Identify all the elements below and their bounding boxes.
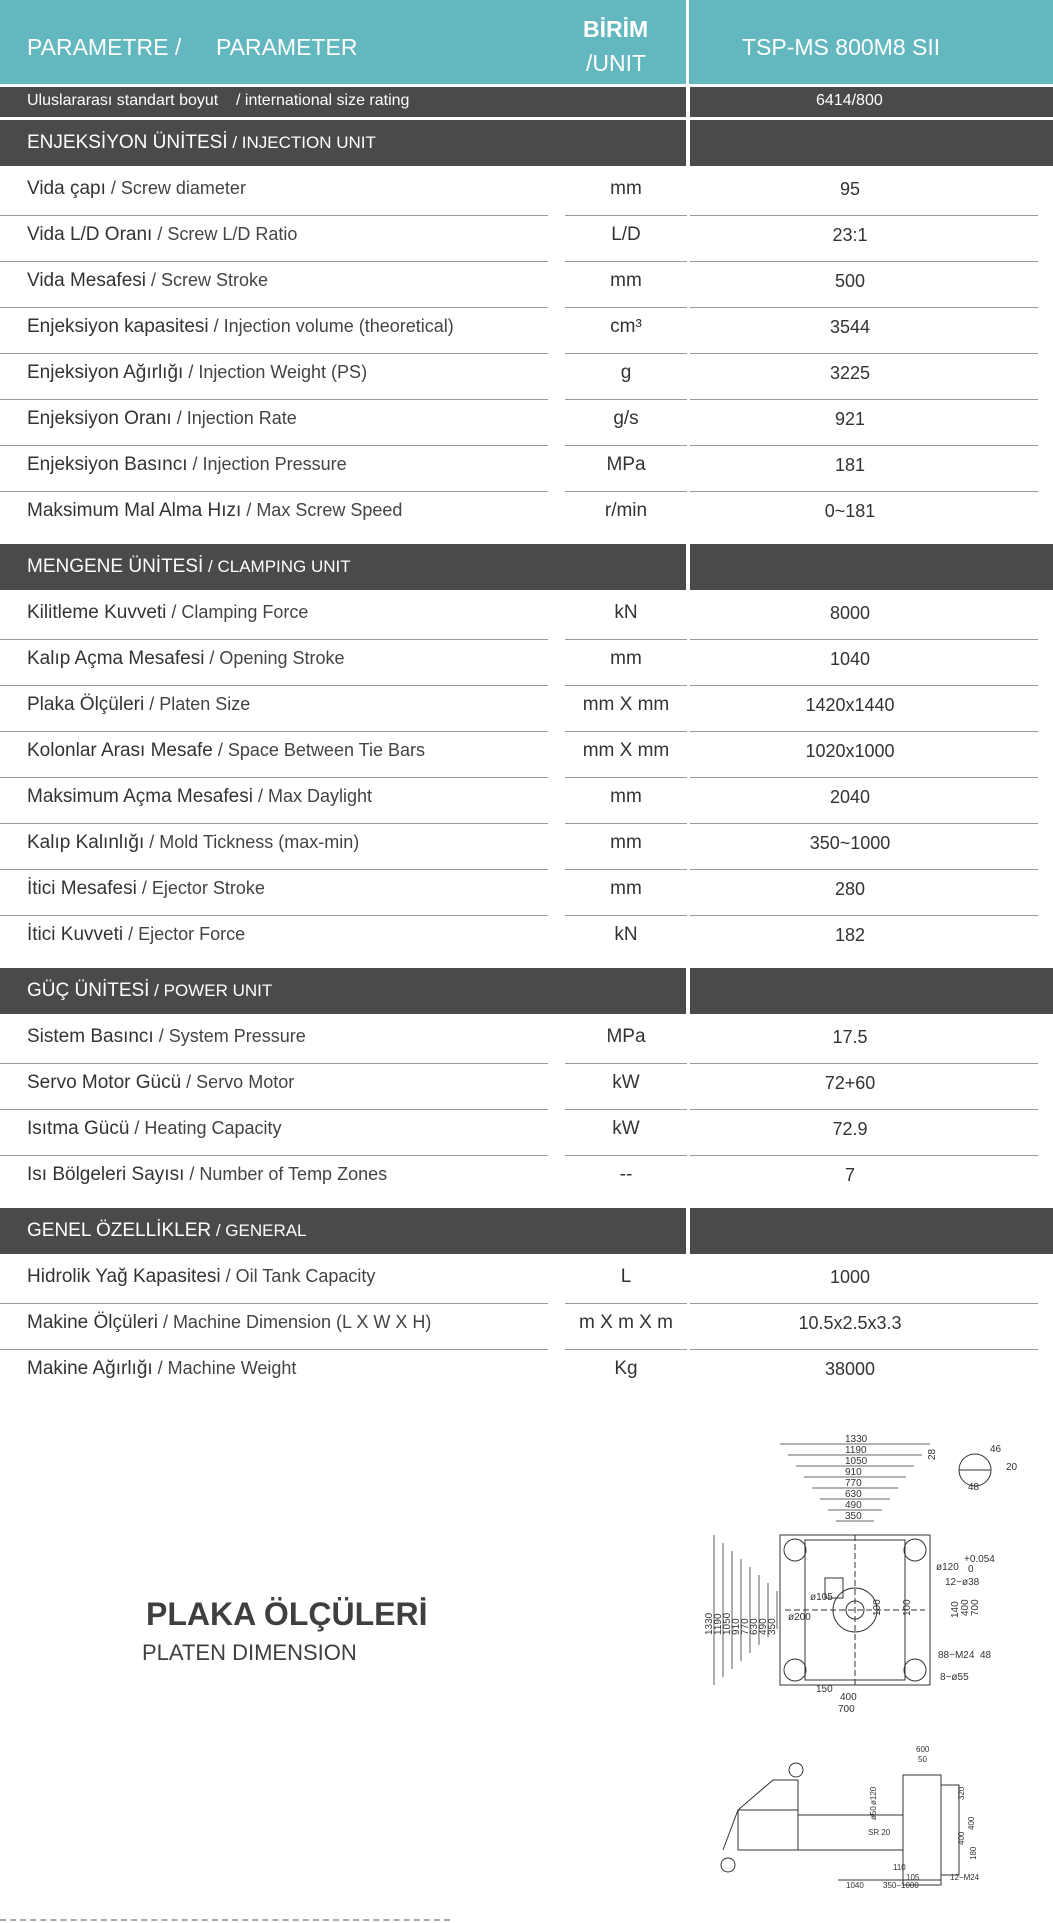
platen-dim-left: 490	[758, 1618, 769, 1635]
row-label	[27, 408, 297, 430]
platen-callout: 48	[980, 1650, 992, 1661]
platen-dim-left: 1190	[713, 1613, 724, 1635]
row-label-tr: Enjeksiyon Ağırlığı	[27, 362, 184, 383]
row-value: 1020x1000	[805, 741, 895, 761]
table-row	[0, 1304, 1053, 1350]
row-label-tr: Kolonlar Arası Mesafe	[27, 740, 213, 761]
platen-dim-left: 350	[767, 1618, 778, 1635]
platen-callout: 0	[968, 1564, 974, 1575]
platen-callout: 46	[990, 1444, 1002, 1455]
row-label	[27, 1358, 296, 1380]
row-label-tr: Maksimum Açma Mesafesi	[27, 786, 253, 807]
table-row	[0, 400, 1053, 446]
row-value: 0~181	[824, 501, 876, 521]
platen-front-diagram	[700, 1430, 1030, 1720]
section-header-cell	[690, 544, 1053, 590]
row-label-tr: Makine Ağırlığı	[27, 1358, 153, 1379]
row-unit: kN	[614, 602, 638, 623]
row-unit: mm	[610, 648, 642, 669]
row-label-en: / Servo Motor	[181, 1072, 295, 1092]
platen-callout: ø105	[810, 1592, 833, 1603]
row-value: 7	[844, 1165, 855, 1185]
table-row	[0, 870, 1053, 916]
row-label-en: / Heating Capacity	[129, 1118, 282, 1138]
row-unit: kW	[612, 1118, 640, 1139]
table-row	[0, 732, 1053, 778]
platen-side-label: ø120	[869, 1786, 878, 1805]
row-label	[27, 786, 372, 808]
rating-label-en: / international size rating	[236, 92, 410, 109]
section-title-tr: MENGENE ÜNİTESİ	[27, 556, 204, 577]
platen-side-label: 180	[969, 1846, 978, 1860]
table-row	[0, 1110, 1053, 1156]
row-unit: m X m X m	[579, 1312, 673, 1333]
footer-dashed-line	[0, 1919, 450, 1921]
platen-side-label: 12−M24	[950, 1873, 980, 1882]
row-label-tr: Vida Mesafesi	[27, 270, 146, 291]
section-header	[0, 120, 686, 166]
row-label	[27, 178, 246, 200]
row-value: 8000	[829, 603, 871, 623]
row-label	[27, 1026, 306, 1048]
section-header-cell	[690, 120, 1053, 166]
row-label-tr: Isıtma Gücü	[27, 1118, 130, 1139]
section-title-en: / CLAMPING UNIT	[203, 557, 351, 576]
platen-callout: 28	[927, 1448, 938, 1460]
row-label-tr: Kilitleme Kuvveti	[27, 602, 167, 623]
table-row	[0, 778, 1053, 824]
row-value: 3544	[829, 317, 871, 337]
row-label-en: / Injection Weight (PS)	[183, 362, 368, 382]
table-row	[0, 1350, 1053, 1396]
row-unit: mm X mm	[582, 694, 670, 715]
section-header-cell	[690, 1208, 1053, 1254]
platen-side-label: 1040	[846, 1881, 864, 1890]
header-unit-tr: BİRİM	[583, 16, 649, 42]
row-unit: L	[620, 1266, 632, 1287]
row-label-en: / Injection Pressure	[187, 454, 347, 474]
row-label	[27, 1164, 387, 1186]
platen-callout: 700	[970, 1599, 981, 1616]
platen-dim-top: 1330	[845, 1434, 868, 1445]
row-label	[27, 362, 367, 384]
rating-value: 6414/800	[816, 92, 883, 109]
row-label	[27, 694, 250, 716]
row-label-en: / Max Daylight	[252, 786, 372, 806]
row-label-en: / Space Between Tie Bars	[212, 740, 425, 760]
row-value: 350~1000	[809, 833, 891, 853]
row-label-en: / Screw Stroke	[146, 270, 269, 290]
row-label-en: / Mold Tickness (max-min)	[144, 832, 360, 852]
row-label-tr: Sistem Basıncı	[27, 1026, 154, 1047]
platen-side-label: SR 20	[868, 1828, 891, 1837]
section-title-tr: GÜÇ ÜNİTESİ	[27, 980, 150, 1001]
row-label	[27, 924, 245, 946]
row-label-tr: İtici Kuvveti	[27, 924, 124, 945]
row-value: 17.5	[832, 1027, 868, 1047]
row-label-en: / Machine Weight	[152, 1358, 297, 1378]
platen-dim-left: 1330	[704, 1612, 715, 1635]
row-label-tr: Enjeksiyon Basıncı	[27, 454, 188, 475]
header-divider-1	[686, 0, 689, 84]
row-value: 181	[834, 455, 866, 475]
table-row	[0, 916, 1053, 962]
platen-side-label: 320	[957, 1786, 966, 1800]
row-label	[27, 270, 268, 292]
row-value: 10.5x2.5x3.3	[798, 1313, 902, 1333]
platen-callout: ø200	[788, 1612, 811, 1623]
section-title-tr: GENEL ÖZELLİKLER	[27, 1220, 212, 1241]
row-label-tr: Maksimum Mal Alma Hızı	[27, 500, 242, 521]
platen-dim-top: 1190	[845, 1445, 867, 1456]
row-label	[27, 878, 265, 900]
section-header	[0, 544, 686, 590]
row-label	[27, 648, 345, 670]
row-value: 3225	[829, 363, 871, 383]
platen-side-label: 105	[906, 1873, 920, 1882]
row-unit: --	[619, 1164, 633, 1185]
table-row	[0, 446, 1053, 492]
section-title-en: / POWER UNIT	[149, 981, 273, 1000]
platen-dim-left: 910	[731, 1618, 742, 1635]
rating-label-tr: Uluslararası standart boyut	[27, 92, 219, 109]
platen-dim-top: 910	[845, 1467, 862, 1478]
platen-title-en: PLATEN DIMENSION	[142, 1640, 357, 1665]
table-row	[0, 594, 1053, 640]
row-label-en: / Clamping Force	[166, 602, 309, 622]
row-label	[27, 316, 454, 338]
row-label-tr: Makine Ölçüleri	[27, 1312, 158, 1333]
platen-callout: 88−M24	[938, 1650, 975, 1661]
row-label-en: / Opening Stroke	[204, 648, 345, 668]
platen-callout: 12−ø38	[945, 1577, 980, 1588]
row-label	[27, 224, 297, 246]
row-label-tr: Enjeksiyon kapasitesi	[27, 316, 209, 337]
header-unit-en: /UNIT	[586, 50, 647, 76]
row-label	[27, 1266, 375, 1288]
row-unit: mm	[610, 878, 642, 899]
row-unit: mm	[610, 832, 642, 853]
platen-callout: 150	[816, 1684, 833, 1695]
platen-callout: 8−ø55	[940, 1672, 969, 1683]
rating-value-cell	[690, 87, 1053, 117]
section-header	[0, 968, 686, 1014]
table-row	[0, 686, 1053, 732]
table-row	[0, 1018, 1053, 1064]
row-label	[27, 1072, 294, 1094]
platen-dim-top: 1050	[845, 1456, 868, 1467]
table-row	[0, 354, 1053, 400]
platen-dim-left: 770	[740, 1618, 751, 1635]
table-row	[0, 1064, 1053, 1110]
platen-side-label: 400	[967, 1816, 976, 1830]
row-label-en: / Injection Rate	[171, 408, 297, 428]
row-unit: g/s	[613, 408, 639, 429]
row-label	[27, 454, 347, 476]
platen-dim-top: 490	[845, 1500, 862, 1511]
platen-side-diagram	[718, 1740, 1018, 1890]
row-value: 1000	[829, 1267, 871, 1287]
header-param-en: PARAMETER	[216, 34, 358, 60]
row-label	[27, 832, 359, 854]
table-row	[0, 308, 1053, 354]
row-label-en: / Max Screw Speed	[241, 500, 403, 520]
row-value: 72+60	[824, 1073, 876, 1093]
platen-side-label: 400	[957, 1831, 966, 1845]
platen-dim-left: 630	[749, 1618, 760, 1635]
row-label	[27, 602, 308, 624]
row-value: 1040	[829, 649, 871, 669]
row-unit: L/D	[611, 224, 641, 245]
platen-callout: 20	[1006, 1462, 1018, 1473]
row-unit: Kg	[614, 1358, 638, 1379]
row-value: 1420x1440	[805, 695, 895, 715]
header-param-tr: PARAMETRE /	[27, 34, 182, 60]
row-label-tr: İtici Mesafesi	[27, 878, 137, 899]
platen-side-label: 110	[893, 1863, 906, 1872]
section-title-tr: ENJEKSİYON ÜNİTESİ	[27, 132, 228, 153]
platen-dim-top: 350	[845, 1511, 862, 1522]
table-row	[0, 1258, 1053, 1304]
row-label	[27, 1312, 431, 1334]
row-label-en: / Injection volume (theoretical)	[208, 316, 454, 336]
row-value: 72.9	[832, 1119, 868, 1139]
row-unit: kN	[614, 924, 638, 945]
row-label-tr: Vida L/D Oranı	[27, 224, 153, 245]
row-label-tr: Hidrolik Yağ Kapasitesi	[27, 1266, 221, 1287]
table-row	[0, 492, 1053, 538]
row-value: 95	[839, 179, 861, 199]
platen-dim-top: 630	[845, 1489, 862, 1500]
rating-bar	[0, 87, 686, 117]
table-row	[0, 640, 1053, 686]
row-label-tr: Kalıp Açma Mesafesi	[27, 648, 205, 669]
row-label-en: / Ejector Force	[123, 924, 246, 944]
table-row	[0, 216, 1053, 262]
platen-side-label: 50	[918, 1755, 927, 1764]
row-value: 182	[834, 925, 866, 945]
table-header	[0, 0, 1053, 84]
row-label-en: / Ejector Stroke	[136, 878, 265, 898]
row-label-tr: Enjeksiyon Oranı	[27, 408, 172, 429]
row-label-en: / Oil Tank Capacity	[220, 1266, 376, 1286]
platen-title-tr: PLAKA ÖLÇÜLERİ	[146, 1596, 428, 1632]
row-value: 921	[834, 409, 866, 429]
row-label-tr: Kalıp Kalınlığı	[27, 832, 145, 853]
row-label-tr: Plaka Ölçüleri	[27, 694, 145, 715]
row-label-en: / Number of Temp Zones	[184, 1164, 388, 1184]
row-unit: mm	[610, 178, 642, 199]
row-label	[27, 500, 402, 522]
table-row	[0, 262, 1053, 308]
row-label-en: / System Pressure	[153, 1026, 306, 1046]
platen-dim-left: 1050	[722, 1612, 733, 1635]
platen-side-label: 600	[916, 1745, 930, 1754]
platen-callout: 400	[840, 1692, 857, 1703]
row-value: 38000	[824, 1359, 876, 1379]
platen-side-label: 350−1000	[883, 1881, 919, 1890]
row-label-en: / Screw diameter	[105, 178, 246, 198]
table-row	[0, 1156, 1053, 1202]
section-header-cell	[690, 968, 1053, 1014]
platen-callout: 700	[838, 1704, 855, 1715]
section-title-en: / GENERAL	[211, 1221, 307, 1240]
row-label-tr: Vida çapı	[27, 178, 106, 199]
platen-callout: 400	[960, 1599, 971, 1616]
section-title-en: / INJECTION UNIT	[227, 133, 376, 152]
row-label	[27, 740, 425, 762]
platen-callout: 100	[872, 1599, 883, 1616]
platen-callout: ø120	[936, 1562, 959, 1573]
row-unit: mm	[610, 270, 642, 291]
row-unit: MPa	[606, 1026, 646, 1047]
platen-callout: 48	[968, 1482, 980, 1493]
row-label-tr: Servo Motor Gücü	[27, 1072, 182, 1093]
platen-dim-top: 770	[845, 1478, 862, 1489]
section-header	[0, 1208, 686, 1254]
row-unit: mm X mm	[582, 740, 670, 761]
row-unit: mm	[610, 786, 642, 807]
platen-callout: 100	[902, 1599, 913, 1616]
row-label-en: / Machine Dimension (L X W X H)	[157, 1312, 432, 1332]
row-value: 2040	[829, 787, 871, 807]
table-row	[0, 170, 1053, 216]
table-row	[0, 824, 1053, 870]
row-unit: cm³	[610, 316, 642, 337]
row-value: 23:1	[832, 225, 868, 245]
row-unit: kW	[612, 1072, 640, 1093]
platen-side-label: ø50	[869, 1806, 878, 1820]
header-model: TSP-MS 800M8 SII	[742, 34, 941, 60]
row-value: 500	[834, 271, 866, 291]
row-unit: r/min	[604, 500, 648, 521]
row-label-en: / Screw L/D Ratio	[152, 224, 298, 244]
row-label-en: / Platen Size	[144, 694, 251, 714]
row-label-tr: Isı Bölgeleri Sayısı	[27, 1164, 185, 1185]
row-unit: MPa	[606, 454, 646, 475]
platen-callout: 140	[950, 1601, 961, 1618]
row-value: 280	[834, 879, 866, 899]
platen-callout: +0.054	[964, 1554, 995, 1565]
row-label	[27, 1118, 282, 1140]
row-unit: g	[620, 362, 632, 383]
